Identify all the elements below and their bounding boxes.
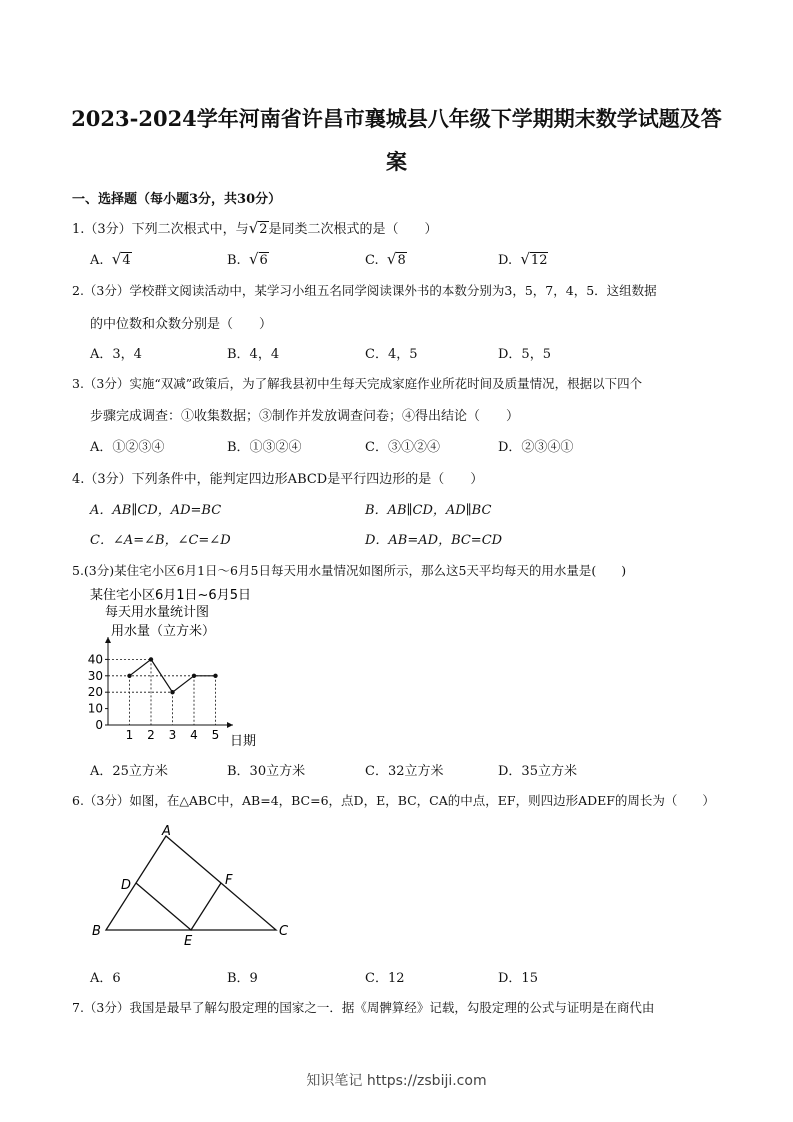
x-tick-label: 1 (125, 728, 134, 742)
label-d: D (121, 878, 132, 893)
q2-option-d: D．5，5 (498, 347, 551, 362)
question-3-line1: 3.（3分）实施“双减”政策后，为了解我县初中生每天完成家庭作业所花时间及质量情况，根据以下四个 (72, 376, 643, 391)
data-point (192, 674, 196, 678)
q6-option-a: A．6 (90, 971, 121, 986)
data-point (127, 674, 131, 678)
q2-option-b: B．4，4 (227, 347, 280, 362)
question-1 (72, 218, 438, 237)
q4-option-a: A．AB∥CD，AD=BC (90, 503, 222, 518)
data-point (149, 657, 153, 661)
triangle-figure (88, 822, 298, 952)
q5-option-c: C．32立方米 (365, 764, 444, 779)
q1-option-a: A. √4 (90, 250, 131, 268)
chart-subtitle: 每天用水量统计图 (105, 605, 210, 620)
q1-text-before: 1.（3分）下列二次根式中，与 (72, 222, 249, 237)
q1-text-after: 是同类二次根式的是（ ） (268, 222, 438, 237)
chart-title: 某住宅小区6月1日~6月5日 (90, 588, 251, 603)
y-tick-label: 0 (95, 718, 103, 732)
question-2-line1: 2.（3分）学校群文阅读活动中，某学习小组五名同学阅读课外书的本数分别为3，5，7，4，5．这组数据 (72, 283, 657, 298)
q1-option-d: D. √12 (498, 250, 548, 268)
q2-option-c: C．4，5 (365, 347, 418, 362)
q6-option-d: D．15 (498, 971, 538, 986)
y-tick-label: 40 (87, 652, 103, 667)
q5-option-d: D．35立方米 (498, 764, 577, 779)
q1-radicand: 2 (259, 222, 268, 237)
y-tick-label: 30 (87, 668, 103, 683)
x-tick-label: 5 (211, 728, 220, 742)
x-axis-arrow (227, 722, 233, 728)
y-tick-label: 20 (87, 685, 103, 700)
q5-option-a: A．25立方米 (90, 764, 168, 779)
chart-axes (105, 637, 233, 728)
x-tick-label: 3 (168, 728, 177, 742)
x-tick-label: 2 (147, 728, 155, 742)
chart-ticks (88, 652, 220, 742)
question-2-line2: 的中位数和众数分别是（ ） (90, 317, 273, 332)
chart-ylabel: 用水量（立方米） (111, 624, 216, 639)
section-heading: 一、选择题（每小题3分，共30分） (72, 192, 282, 207)
chart-xlabel: 日期 (230, 734, 257, 749)
data-point (170, 690, 174, 694)
y-tick-label: 10 (87, 701, 103, 716)
label-a: A (162, 824, 171, 839)
q4-option-c: C．∠A=∠B，∠C=∠D (90, 533, 231, 548)
question-5-line1: 5.(3分)某住宅小区6月1日～6月5日每天用水量情况如图所示，那么这5天平均每天的用水量是( ) (72, 563, 627, 578)
question-7-line1: 7.（3分）我国是最早了解勾股定理的国家之一．据《周髀算经》记载，勾股定理的公式与证明是在商代由 (72, 1000, 655, 1015)
water-usage-chart (85, 585, 275, 750)
q5-option-b: B．30立方米 (227, 764, 306, 779)
q3-option-a: A．①②③④ (90, 440, 165, 455)
paper-title-line2: 案 (386, 149, 407, 174)
footer-watermark: 知识笔记 https://zsbiji.com (306, 1073, 487, 1089)
radical-sign: √ (248, 219, 259, 237)
chart-guides (108, 659, 216, 725)
q4-option-d: D．AB=AD，BC=CD (365, 533, 503, 548)
q2-option-a: A．3，4 (90, 347, 142, 362)
question-6-line1: 6.（3分）如图，在△ABC中，AB=4，BC=6，点D，E，BC，CA的中点，EF，则四边形ADEF的周长为（ ） (72, 793, 715, 808)
q3-option-b: B．①③②④ (227, 440, 302, 455)
q1-option-b: B. √6 (227, 250, 268, 268)
q6-option-b: B．9 (227, 971, 258, 986)
question-4-line1: 4.（3分）下列条件中，能判定四边形ABCD是平行四边形的是（ ） (72, 472, 484, 487)
label-b: B (92, 924, 101, 939)
triangle-abc (106, 836, 276, 930)
label-e: E (184, 934, 193, 949)
q3-option-c: C．③①②④ (365, 440, 440, 455)
x-tick-label: 4 (190, 728, 198, 742)
paper-title-line1: 2023-2024学年河南省许昌市襄城县八年级下学期期末数学试题及答 (71, 106, 722, 131)
q6-option-c: C．12 (365, 971, 405, 986)
midpoint-segments (136, 883, 221, 930)
q3-option-d: D．②③④① (498, 440, 574, 455)
label-c: C (279, 924, 289, 939)
q1-option-c: C. √8 (365, 250, 406, 268)
label-f: F (225, 873, 233, 888)
question-3-line2: 步骤完成调查：①收集数据；③制作并发放调查问卷；④得出结论（ ） (90, 409, 520, 424)
data-point (213, 674, 217, 678)
q4-option-b: B．AB∥CD，AD∥BC (365, 503, 492, 518)
